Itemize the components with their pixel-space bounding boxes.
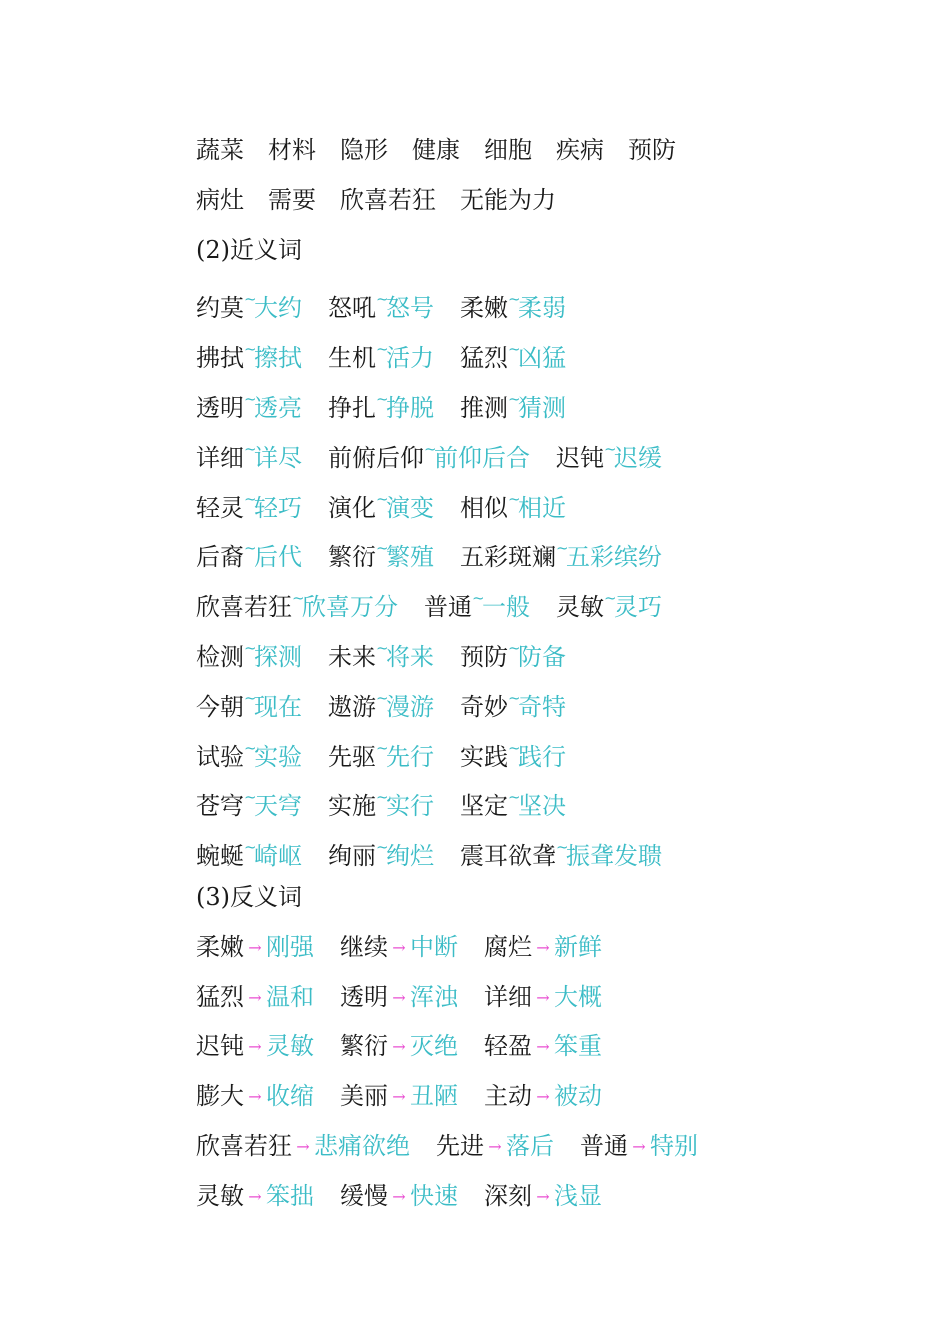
answer-word: 浑浊	[410, 982, 458, 1011]
synonym-row	[196, 574, 916, 624]
answer-word: 演变	[386, 493, 434, 522]
answer-word: 灵巧	[614, 593, 662, 622]
arrow-icon: →	[392, 1037, 406, 1057]
tilde-mark: ~	[376, 290, 389, 309]
synonym-row	[196, 823, 916, 873]
antonym-section	[196, 923, 916, 1222]
tilde-mark: ~	[376, 788, 389, 807]
base-word: 繁衍	[328, 543, 376, 572]
tilde-mark: ~	[424, 439, 437, 458]
antonym-pair	[484, 923, 602, 973]
answer-word: 笨拙	[266, 1181, 314, 1210]
base-word: 美丽	[340, 1082, 388, 1111]
base-word: 详细	[196, 443, 244, 472]
antonym-pair	[436, 1122, 554, 1172]
tilde-mark: ~	[244, 738, 257, 757]
arrow-icon: →	[296, 1136, 310, 1156]
tilde-mark: ~	[376, 340, 389, 359]
tilde-mark: ~	[376, 738, 389, 757]
answer-word: 新鲜	[554, 932, 602, 961]
synonym-row	[196, 275, 916, 325]
antonym-pair	[484, 1172, 602, 1222]
answer-word: 擦拭	[254, 344, 302, 373]
base-word: 推测	[460, 393, 508, 422]
base-word: 透明	[340, 982, 388, 1011]
answer-word: 绚烂	[386, 842, 434, 871]
answer-word: 详尽	[254, 443, 302, 472]
arrow-icon: →	[392, 987, 406, 1007]
base-word: 柔嫩	[196, 932, 244, 961]
base-word: 轻盈	[484, 1032, 532, 1061]
tilde-mark: ~	[376, 539, 389, 558]
base-word: 实施	[328, 792, 376, 821]
answer-word: 被动	[554, 1082, 602, 1111]
tilde-mark: ~	[244, 788, 257, 807]
synonym-row	[196, 475, 916, 525]
tilde-mark: ~	[556, 539, 569, 558]
antonym-pair	[340, 973, 458, 1023]
answer-word: 轻巧	[254, 493, 302, 522]
base-word: 后裔	[196, 543, 244, 572]
answer-word: 振聋发聩	[566, 842, 662, 871]
answer-word: 先行	[386, 742, 434, 771]
base-word: 怒吼	[328, 294, 376, 323]
base-word: 迟钝	[556, 443, 604, 472]
tilde-mark: ~	[472, 589, 485, 608]
answer-word: 猜测	[518, 393, 566, 422]
answer-word: 践行	[518, 742, 566, 771]
synonym-pair	[328, 823, 434, 882]
antonym-row	[196, 1022, 916, 1072]
answer-word: 将来	[386, 642, 434, 671]
synonym-row	[196, 724, 916, 774]
synonym-row	[196, 325, 916, 375]
answer-word: 一般	[482, 593, 530, 622]
base-word: 迟钝	[196, 1032, 244, 1061]
synonym-section	[196, 275, 916, 873]
answer-word: 挣脱	[386, 393, 434, 422]
synonym-row	[196, 375, 916, 425]
base-word: 预防	[460, 642, 508, 671]
answer-word: 透亮	[254, 393, 302, 422]
synonym-heading: (2)近义词	[196, 235, 302, 264]
answer-word: 实行	[386, 792, 434, 821]
tilde-mark: ~	[244, 688, 257, 707]
base-word: 欣喜若狂	[196, 1131, 292, 1160]
answer-word: 相近	[518, 493, 566, 522]
tilde-mark: ~	[376, 489, 389, 508]
vocab-word: 细胞	[484, 136, 532, 164]
base-word: 主动	[484, 1082, 532, 1111]
tilde-mark: ~	[244, 290, 257, 309]
tilde-mark: ~	[376, 389, 389, 408]
answer-word: 大约	[254, 294, 302, 323]
synonym-pair	[460, 823, 662, 882]
answer-word: 特别	[650, 1131, 698, 1160]
vocab-word: 材料	[268, 136, 316, 164]
base-word: 约莫	[196, 294, 244, 323]
base-word: 坚定	[460, 792, 508, 821]
tilde-mark: ~	[508, 738, 521, 757]
base-word: 繁衍	[340, 1032, 388, 1061]
answer-word: 活力	[386, 344, 434, 373]
tilde-mark: ~	[508, 638, 521, 657]
base-word: 膨大	[196, 1082, 244, 1111]
base-word: 先进	[436, 1131, 484, 1160]
antonym-pair	[340, 1072, 458, 1122]
document-page	[196, 126, 916, 1222]
base-word: 相似	[460, 493, 508, 522]
answer-word: 凶猛	[518, 344, 566, 373]
answer-word: 中断	[410, 932, 458, 961]
base-word: 详细	[484, 982, 532, 1011]
base-word: 遨游	[328, 692, 376, 721]
tilde-mark: ~	[376, 638, 389, 657]
vocab-word: 欣喜若狂	[340, 185, 436, 214]
answer-word: 五彩缤纷	[566, 543, 662, 572]
antonym-row	[196, 923, 916, 973]
base-word: 未来	[328, 642, 376, 671]
arrow-icon: →	[248, 1087, 262, 1107]
tilde-mark: ~	[508, 688, 521, 707]
synonym-row	[196, 524, 916, 574]
answer-word: 现在	[254, 692, 302, 721]
base-word: 先驱	[328, 742, 376, 771]
tilde-mark: ~	[244, 838, 257, 857]
tilde-mark: ~	[292, 589, 305, 608]
vocab-section	[196, 126, 916, 226]
base-word: 奇妙	[460, 692, 508, 721]
base-word: 生机	[328, 344, 376, 373]
antonym-pair	[580, 1122, 698, 1172]
vocab-word: 病灶	[196, 185, 244, 214]
base-word: 今朝	[196, 692, 244, 721]
antonym-pair	[340, 1022, 458, 1072]
tilde-mark: ~	[508, 340, 521, 359]
antonym-row	[196, 1172, 916, 1222]
base-word: 猛烈	[460, 344, 508, 373]
tilde-mark: ~	[604, 439, 617, 458]
answer-word: 探测	[254, 642, 302, 671]
antonym-pair	[196, 1072, 314, 1122]
tilde-mark: ~	[244, 539, 257, 558]
tilde-mark: ~	[244, 439, 257, 458]
answer-word: 欣喜万分	[302, 593, 398, 622]
base-word: 透明	[196, 393, 244, 422]
vocab-line	[196, 176, 916, 226]
synonym-row	[196, 624, 916, 674]
base-word: 普通	[580, 1131, 628, 1160]
synonym-row	[196, 773, 916, 823]
antonym-pair	[196, 1022, 314, 1072]
tilde-mark: ~	[508, 290, 521, 309]
answer-word: 笨重	[554, 1032, 602, 1061]
base-word: 拂拭	[196, 344, 244, 373]
tilde-mark: ~	[376, 688, 389, 707]
antonym-pair	[484, 1072, 602, 1122]
base-word: 试验	[196, 742, 244, 771]
vocab-word: 疾病	[556, 136, 604, 164]
arrow-icon: →	[248, 1037, 262, 1057]
base-word: 绚丽	[328, 842, 376, 871]
antonym-row	[196, 973, 916, 1023]
vocab-line	[196, 126, 916, 176]
base-word: 灵敏	[196, 1181, 244, 1210]
base-word: 继续	[340, 932, 388, 961]
answer-word: 快速	[410, 1181, 458, 1210]
vocab-word: 健康	[412, 136, 460, 164]
tilde-mark: ~	[376, 838, 389, 857]
vocab-word: 需要	[268, 185, 316, 214]
answer-word: 丑陋	[410, 1082, 458, 1111]
base-word: 腐烂	[484, 932, 532, 961]
answer-word: 收缩	[266, 1082, 314, 1111]
antonym-row	[196, 1122, 916, 1172]
antonym-pair	[196, 973, 314, 1023]
answer-word: 大概	[554, 982, 602, 1011]
tilde-mark: ~	[556, 838, 569, 857]
antonym-row	[196, 1072, 916, 1122]
base-word: 实践	[460, 742, 508, 771]
base-word: 猛烈	[196, 982, 244, 1011]
arrow-icon: →	[536, 1087, 550, 1107]
tilde-mark: ~	[244, 340, 257, 359]
answer-word: 灭绝	[410, 1032, 458, 1061]
arrow-icon: →	[536, 937, 550, 957]
arrow-icon: →	[536, 1186, 550, 1206]
base-word: 五彩斑斓	[460, 543, 556, 572]
base-word: 缓慢	[340, 1181, 388, 1210]
answer-word: 崎岖	[254, 842, 302, 871]
synonym-row	[196, 425, 916, 475]
tilde-mark: ~	[508, 389, 521, 408]
arrow-icon: →	[632, 1136, 646, 1156]
arrow-icon: →	[536, 1037, 550, 1057]
synonym-row	[196, 674, 916, 724]
answer-word: 天穹	[254, 792, 302, 821]
base-word: 挣扎	[328, 393, 376, 422]
answer-word: 灵敏	[266, 1032, 314, 1061]
vocab-word: 无能为力	[460, 185, 556, 214]
antonym-pair	[196, 1172, 314, 1222]
base-word: 前俯后仰	[328, 443, 424, 472]
arrow-icon: →	[248, 937, 262, 957]
answer-word: 漫游	[386, 692, 434, 721]
antonym-pair	[196, 923, 314, 973]
arrow-icon: →	[248, 987, 262, 1007]
answer-word: 迟缓	[614, 443, 662, 472]
base-word: 柔嫩	[460, 294, 508, 323]
vocab-word: 预防	[628, 136, 676, 164]
base-word: 蜿蜒	[196, 842, 244, 871]
arrow-icon: →	[488, 1136, 502, 1156]
base-word: 深刻	[484, 1181, 532, 1210]
answer-word: 前仰后合	[434, 443, 530, 472]
answer-word: 怒号	[386, 294, 434, 323]
base-word: 欣喜若狂	[196, 593, 292, 622]
base-word: 震耳欲聋	[460, 842, 556, 871]
tilde-mark: ~	[244, 389, 257, 408]
arrow-icon: →	[536, 987, 550, 1007]
answer-word: 防备	[518, 642, 566, 671]
base-word: 演化	[328, 493, 376, 522]
arrow-icon: →	[248, 1186, 262, 1206]
arrow-icon: →	[392, 1087, 406, 1107]
antonym-pair	[484, 1022, 602, 1072]
base-word: 普通	[424, 593, 472, 622]
answer-word: 落后	[506, 1131, 554, 1160]
base-word: 轻灵	[196, 493, 244, 522]
antonym-heading: (3)反义词	[196, 882, 302, 911]
answer-word: 浅显	[554, 1181, 602, 1210]
base-word: 苍穹	[196, 792, 244, 821]
answer-word: 悲痛欲绝	[314, 1131, 410, 1160]
antonym-pair	[484, 973, 602, 1023]
antonym-pair	[340, 923, 458, 973]
vocab-word: 隐形	[340, 136, 388, 164]
vocab-word: 蔬菜	[196, 136, 244, 164]
tilde-mark: ~	[508, 788, 521, 807]
answer-word: 坚决	[518, 792, 566, 821]
tilde-mark: ~	[508, 489, 521, 508]
arrow-icon: →	[392, 937, 406, 957]
base-word: 检测	[196, 642, 244, 671]
tilde-mark: ~	[244, 489, 257, 508]
antonym-pair	[340, 1172, 458, 1222]
answer-word: 繁殖	[386, 543, 434, 572]
answer-word: 温和	[266, 982, 314, 1011]
antonym-pair	[196, 1122, 410, 1172]
answer-word: 实验	[254, 742, 302, 771]
tilde-mark: ~	[604, 589, 617, 608]
arrow-icon: →	[392, 1186, 406, 1206]
answer-word: 奇特	[518, 692, 566, 721]
base-word: 灵敏	[556, 593, 604, 622]
answer-word: 后代	[254, 543, 302, 572]
answer-word: 柔弱	[518, 294, 566, 323]
answer-word: 刚强	[266, 932, 314, 961]
tilde-mark: ~	[244, 638, 257, 657]
